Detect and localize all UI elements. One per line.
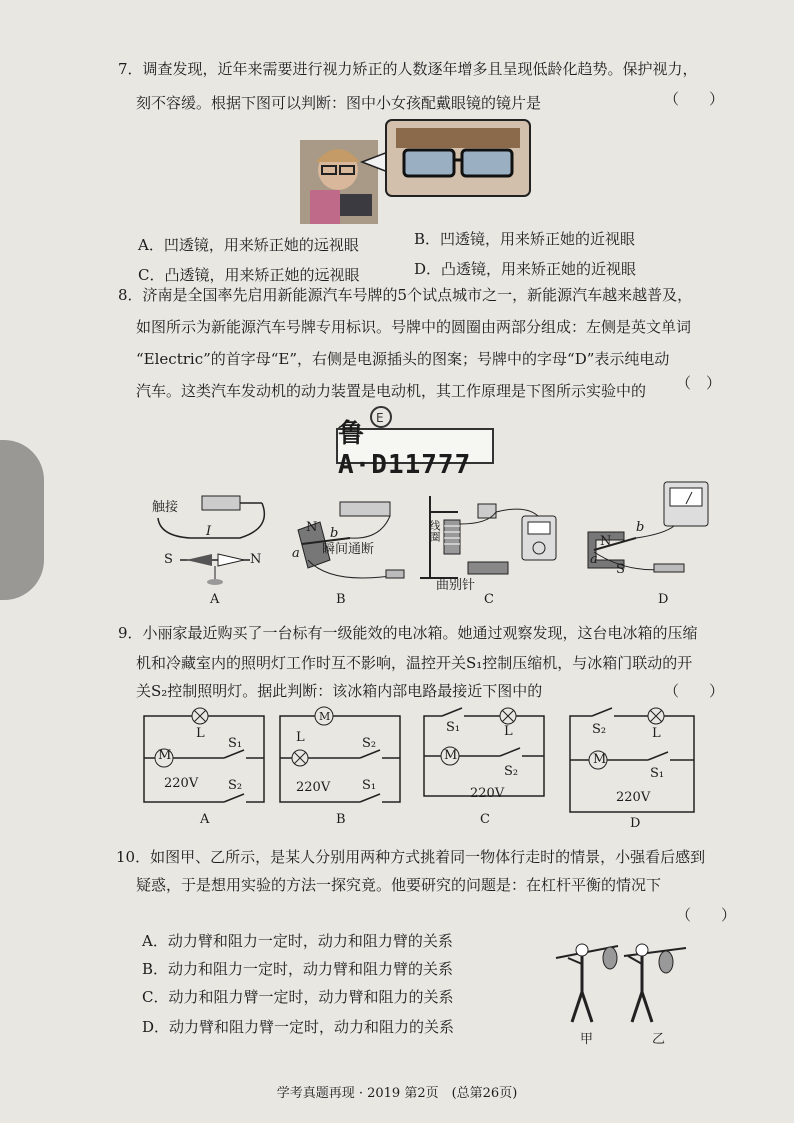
svg-text:E: E — [376, 411, 384, 425]
q7-girl-glasses-photo — [300, 118, 532, 226]
q9-d-lamp-label: L — [652, 726, 661, 741]
q8-line1: 8．济南是全国率先启用新能源汽车号牌的5个试点城市之一，新能源汽车越来越普及， — [118, 286, 693, 304]
q8-fig-b-switch-label: 瞬间通断 — [322, 542, 375, 557]
q9-a-s2-label: S₂ — [228, 778, 243, 793]
q9-line3: 关S₂控制照明灯。据此判断：该冰箱内部电路最接近下图中的 — [136, 682, 543, 700]
q8-line3: “Electric”的首字母“E”，右侧是电源插头的图案；号牌中的字母“D”表示纯电动 — [136, 350, 670, 368]
q7-line2: 刻不容缓。根据下图可以判断：图中小女孩配戴眼镜的镜片是 — [136, 94, 542, 112]
q9-caption-c: C — [480, 812, 490, 827]
q8-fig-d-north-label: N — [600, 534, 612, 549]
q9-c-s1-label: S₁ — [446, 720, 461, 735]
q10-option-d: D．动力臂和阻力臂一定时，动力和阻力的关系 — [142, 1018, 455, 1036]
q8-line4: 汽车。这类汽车发动机的动力装置是电动机，其工作原理是下图所示实验中的 — [136, 382, 647, 400]
q9-caption-b: B — [336, 812, 346, 827]
q9-line2: 机和冷藏室内的照明灯工作时互不影响，温控开关S₁控制压缩机，与冰箱门联动的开 — [136, 654, 693, 672]
q7-option-a: A．凹透镜，用来矫正她的远视眼 — [138, 236, 359, 254]
q9-a-lamp-label: L — [196, 726, 205, 741]
q9-d-motor-label: M — [593, 752, 607, 767]
q7-option-d: D．凸透镜，用来矫正她的近视眼 — [414, 260, 637, 278]
q8-answer-paren: （ ） — [676, 374, 722, 392]
q8-fig-d-a-label: a — [590, 552, 598, 567]
q10-option-c: C．动力和阻力臂一定时，动力臂和阻力的关系 — [142, 988, 454, 1006]
license-plate: 鲁A·D11777 — [336, 428, 494, 464]
q7-option-c: C．凸透镜，用来矫正她的远视眼 — [138, 266, 360, 284]
q9-caption-d: D — [630, 816, 641, 831]
q8-caption-b: B — [336, 592, 346, 607]
q10-line1: 10．如图甲、乙所示，是某人分别用两种方式挑着同一物体行走时的情景，小强看后感到 — [116, 848, 706, 866]
q8-fig-d-south-label: S — [616, 562, 625, 577]
q8-fig-b-b-label: b — [330, 526, 339, 541]
q8-fig-c-clip-label: 曲别针 — [436, 578, 476, 593]
q9-a-s1-label: S₁ — [228, 736, 243, 751]
q9-d-s1-label: S₁ — [650, 766, 665, 781]
q9-b-s2-label: S₂ — [362, 736, 377, 751]
q8-fig-a-south-label: S — [164, 552, 173, 567]
q9-caption-a: A — [200, 812, 210, 827]
q9-a-motor-label: M — [158, 748, 172, 763]
page-edge-shadow — [0, 440, 44, 600]
q10-caption-jia: 甲 — [580, 1032, 594, 1047]
q10-figure-yi — [620, 936, 690, 1028]
q9-b-s1-label: S₁ — [362, 778, 377, 793]
q9-c-lamp-label: L — [504, 724, 513, 739]
q7-option-b: B．凹透镜，用来矫正她的近视眼 — [414, 230, 636, 248]
q9-b-voltage-label: 220V — [296, 780, 331, 795]
q9-d-voltage-label: 220V — [616, 790, 651, 805]
q10-option-a: A．动力臂和阻力一定时，动力和阻力臂的关系 — [142, 932, 453, 950]
q7-line1: 7．调查发现，近年来需要进行视力矫正的人数逐年增多且呈现低龄化趋势。保护视力， — [118, 60, 698, 78]
q10-option-b: B．动力和阻力一定时，动力臂和阻力臂的关系 — [142, 960, 454, 978]
q8-fig-a-touch-label: 触接 — [152, 500, 179, 515]
q8-fig-d-b-label: b — [636, 520, 645, 535]
q9-c-motor-label: M — [444, 748, 458, 763]
q9-line1: 9．小丽家最近购买了一台标有一级能效的电冰箱。她通过观察发现，这台电冰箱的压缩 — [118, 624, 698, 642]
q9-d-s2-label: S₂ — [592, 722, 607, 737]
q8-fig-a-current-label: I — [206, 524, 212, 539]
page-footer: 学考真题再现 · 2019 第2页 (总第26页) — [276, 1086, 518, 1101]
q10-line2: 疑惑，于是想用实验的方法一探究竟。他要研究的问题是：在杠杆平衡的情况下 — [136, 876, 662, 894]
q8-caption-a: A — [210, 592, 220, 607]
q8-fig-b-a-label: a — [292, 546, 300, 561]
q9-answer-paren: （ ） — [664, 682, 725, 700]
q9-b-lamp-label: L — [296, 730, 305, 745]
q8-fig-b-north-label: N — [306, 520, 318, 535]
q8-line2: 如图所示为新能源汽车号牌专用标识。号牌中的圆圈由两部分组成：左侧是英文单词 — [136, 318, 692, 336]
q9-c-voltage-label: 220V — [470, 786, 505, 801]
q9-a-voltage-label: 220V — [164, 776, 199, 791]
q10-answer-paren: （ ） — [676, 906, 737, 924]
q9-b-motor-label: M — [319, 710, 331, 723]
q10-caption-yi: 乙 — [652, 1032, 666, 1047]
q8-fig-a-north-label: N — [250, 552, 262, 567]
q8-fig-c-coil-label: 线圈 — [428, 520, 441, 542]
q7-answer-paren: （ ） — [664, 90, 725, 108]
q8-caption-d: D — [658, 592, 669, 607]
q9-c-s2-label: S₂ — [504, 764, 519, 779]
q8-caption-c: C — [484, 592, 494, 607]
q10-figure-jia — [552, 936, 622, 1028]
